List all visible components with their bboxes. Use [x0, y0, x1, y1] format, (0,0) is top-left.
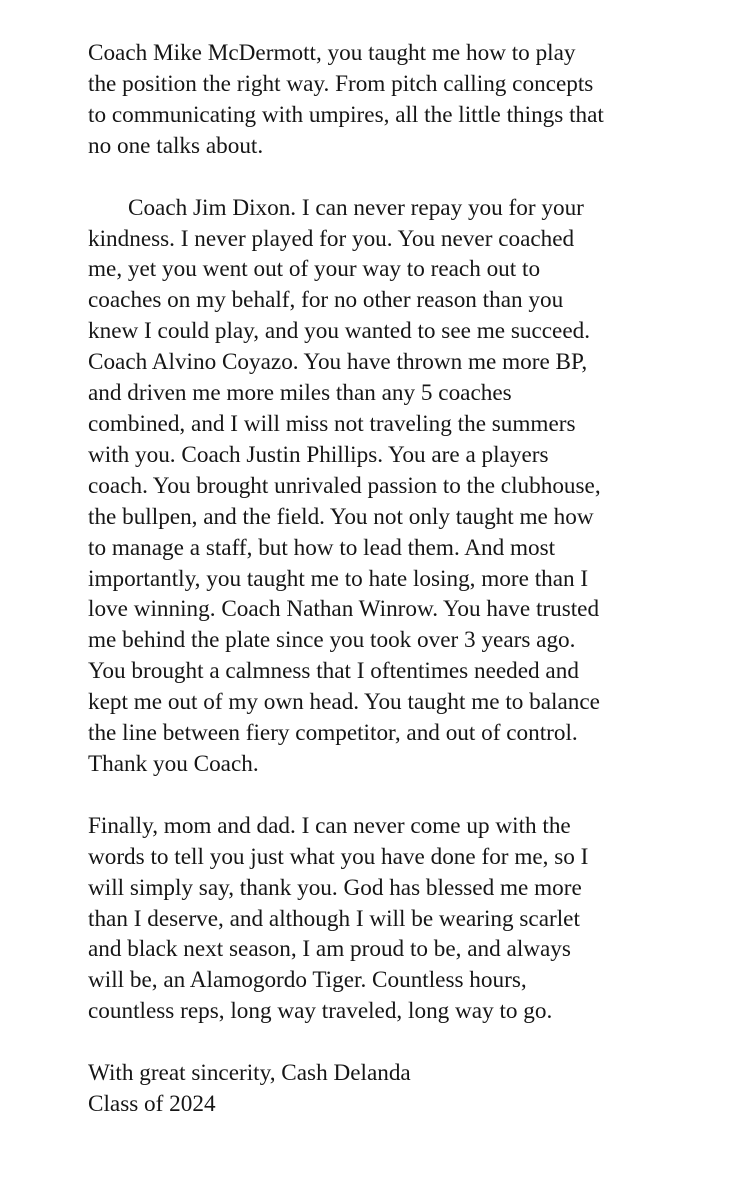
- paragraph-gap: [88, 780, 738, 811]
- text-line: countless reps, long way traveled, long way to go.: [88, 998, 553, 1025]
- text-line: Finally, mom and dad. I can never come up with the: [88, 812, 571, 839]
- text-line: coaches on my behalf, for no other reason than you: [88, 287, 564, 314]
- text-line: coach. You brought unrivaled passion to the clubhouse,: [88, 472, 601, 499]
- text-line: kept me out of my own head. You taught me to balance: [88, 689, 600, 716]
- signature-block: [88, 1058, 738, 1120]
- text-line: and black next season, I am proud to be, and always: [88, 936, 571, 963]
- paragraph-mcdermott: [88, 38, 738, 162]
- text-line: to manage a staff, but how to lead them. And most: [88, 534, 556, 561]
- text-line: Thank you Coach.: [88, 750, 259, 777]
- paragraph-gap: [88, 162, 738, 193]
- signature-class-year: Class of 2024: [88, 1091, 216, 1118]
- text-line: the line between fiery competitor, and out of control.: [88, 720, 578, 747]
- text-line: words to tell you just what you have done for me, so I: [88, 843, 589, 870]
- paragraph-coaches: [88, 193, 738, 780]
- text-line: Coach Alvino Coyazo. You have thrown me more BP,: [88, 349, 588, 376]
- text-line: love winning. Coach Nathan Winrow. You have trusted: [88, 596, 600, 623]
- text-line: combined, and I will miss not traveling the summers: [88, 410, 576, 437]
- text-line: no one talks about.: [88, 132, 264, 159]
- text-line: kindness. I never played for you. You never coached: [88, 225, 575, 252]
- text-line: Coach Mike McDermott, you taught me how to play: [88, 40, 576, 66]
- text-line: to communicating with umpires, all the little things that: [88, 101, 604, 128]
- text-line: knew I could play, and you wanted to see me succeed.: [88, 318, 591, 345]
- letter-page: [88, 38, 738, 1120]
- signature-closing: With great sincerity, Cash Delanda: [88, 1060, 411, 1087]
- text-line: and driven me more miles than any 5 coaches: [88, 380, 512, 407]
- text-line: than I deserve, and although I will be wearing scarlet: [88, 905, 580, 932]
- text-line: me behind the plate since you took over 3 years ago.: [88, 627, 576, 654]
- text-line-indented: Coach Jim Dixon. I can never repay you for your: [128, 194, 584, 221]
- text-line: me, yet you went out of your way to reach out to: [88, 256, 541, 283]
- paragraph-parents: [88, 811, 738, 1027]
- paragraph-gap: [88, 1027, 738, 1058]
- text-line: the bullpen, and the field. You not only taught me how: [88, 503, 594, 530]
- text-line: with you. Coach Justin Phillips. You are a players: [88, 441, 549, 468]
- text-line: importantly, you taught me to hate losing, more than I: [88, 565, 589, 592]
- text-line: the position the right way. From pitch calling concepts: [88, 70, 594, 97]
- text-line: You brought a calmness that I oftentimes needed and: [88, 658, 579, 685]
- text-line: will be, an Alamogordo Tiger. Countless hours,: [88, 967, 527, 994]
- text-line: will simply say, thank you. God has blessed me more: [88, 874, 582, 901]
